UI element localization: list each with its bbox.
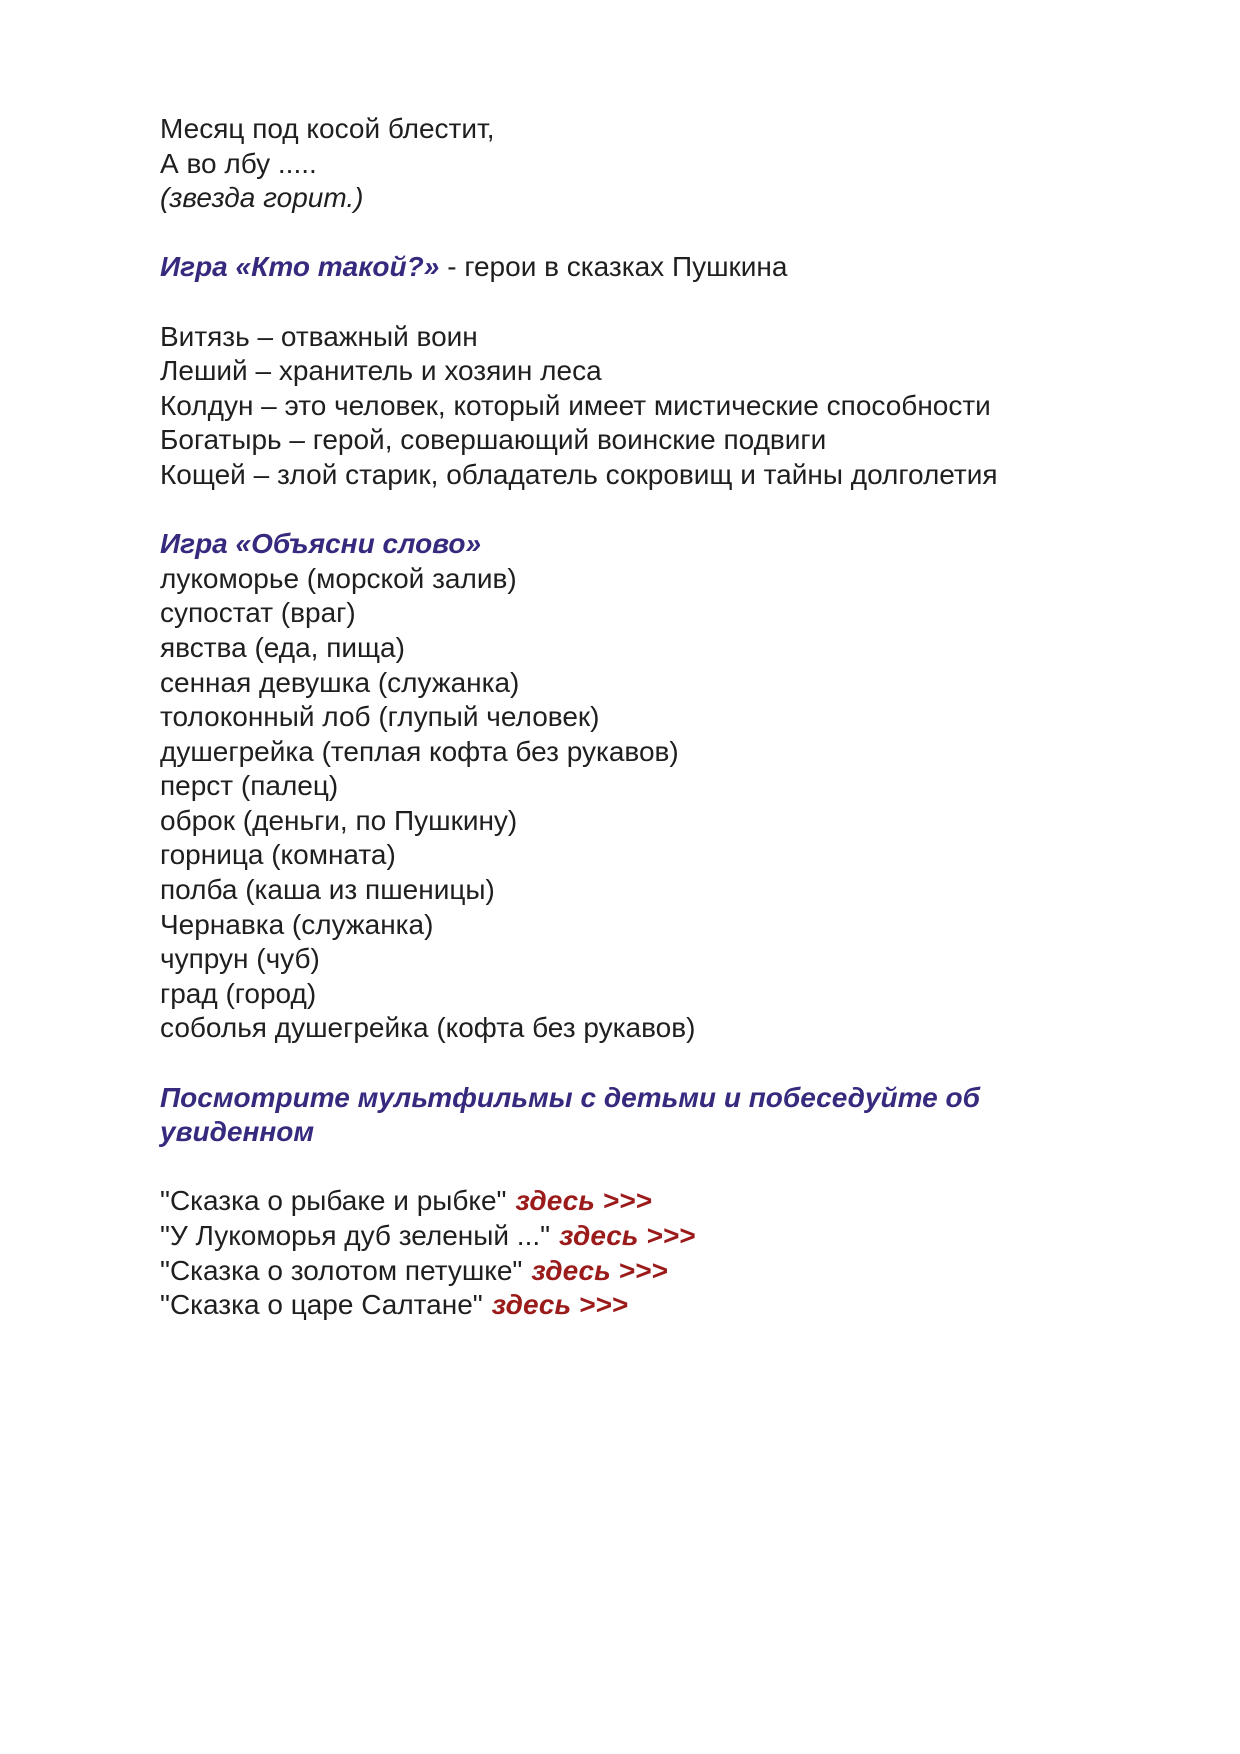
hero-definition-line: Богатырь – герой, совершающий воинские подвиги [160,424,827,456]
hero-definition-line: Витязь – отважный воин [160,320,478,352]
here-link[interactable]: здесь >>> [531,1254,668,1286]
hero-definitions [160,320,1130,493]
cartoon-title: "У Лукоморья дуб зеленый ..." [160,1220,551,1251]
word-line: явства (еда, пища) [160,631,405,663]
word-line: душегрейка (теплая кофта без рукавов) [160,735,679,767]
document-content [160,112,1130,1323]
cartoon-link-row [160,1219,1130,1254]
cartoon-links [160,1184,1130,1322]
cartoon-title: "Сказка о рыбаке и рыбке" [160,1185,507,1217]
word-line: перст (палец) [160,770,339,802]
riddle-line-1: Месяц под косой блестит, [160,113,495,144]
word-line: град (город) [160,977,317,1009]
riddle-line-2: А во лбу ..... [160,147,317,179]
game-who-heading-row [160,250,1130,285]
game-who-heading: Игра «Кто такой?» [160,251,440,283]
word-line: оброк (деньги, по Пушкину) [160,804,518,836]
word-line: супостат (враг) [160,597,356,629]
word-line: полба (каша из пшеницы) [160,874,495,906]
riddle-answer: (звезда горит.) [160,182,364,214]
cartoon-link-row [160,1254,1130,1289]
hero-definition-line: Колдун – это человек, который имеет мистические способности [160,389,991,421]
here-link[interactable]: здесь >>> [491,1289,628,1321]
game-explain-heading: Игра «Объясни слово» [160,528,482,560]
here-link[interactable]: здесь >>> [515,1185,652,1217]
cartoon-title: "Сказка о царе Салтане" [160,1289,483,1321]
hero-definition-line: Кощей – злой старик, обладатель сокровищ и тайны долголетия [160,458,998,490]
watch-heading [160,1081,1130,1150]
word-line: соболья душегрейка (кофта без рукавов) [160,1012,696,1044]
cartoon-link-row [160,1184,1130,1219]
word-line: горница (комната) [160,839,396,871]
word-line: Чернавка (служанка) [160,908,434,940]
word-line: чупрун (чуб) [160,943,320,975]
cartoon-link-row [160,1288,1130,1323]
riddle-paragraph [160,112,1130,216]
watch-heading-line-1: Посмотрите мультфильмы с детьми и побеседуйте об [160,1081,980,1113]
hero-definition-line: Леший – хранитель и хозяин леса [160,355,602,387]
here-link[interactable]: здесь >>> [559,1220,696,1251]
word-line: толоконный лоб (глупый человек) [160,701,600,733]
game-who-subtitle: - герои в сказках Пушкина [447,251,788,283]
cartoon-title: "Сказка о золотом петушке" [160,1254,523,1286]
watch-heading-line-2: увиденном [160,1116,315,1148]
word-line: лукоморье (морской залив) [160,562,517,594]
game-explain-section [160,527,1130,1046]
word-line: сенная девушка (служанка) [160,666,520,698]
